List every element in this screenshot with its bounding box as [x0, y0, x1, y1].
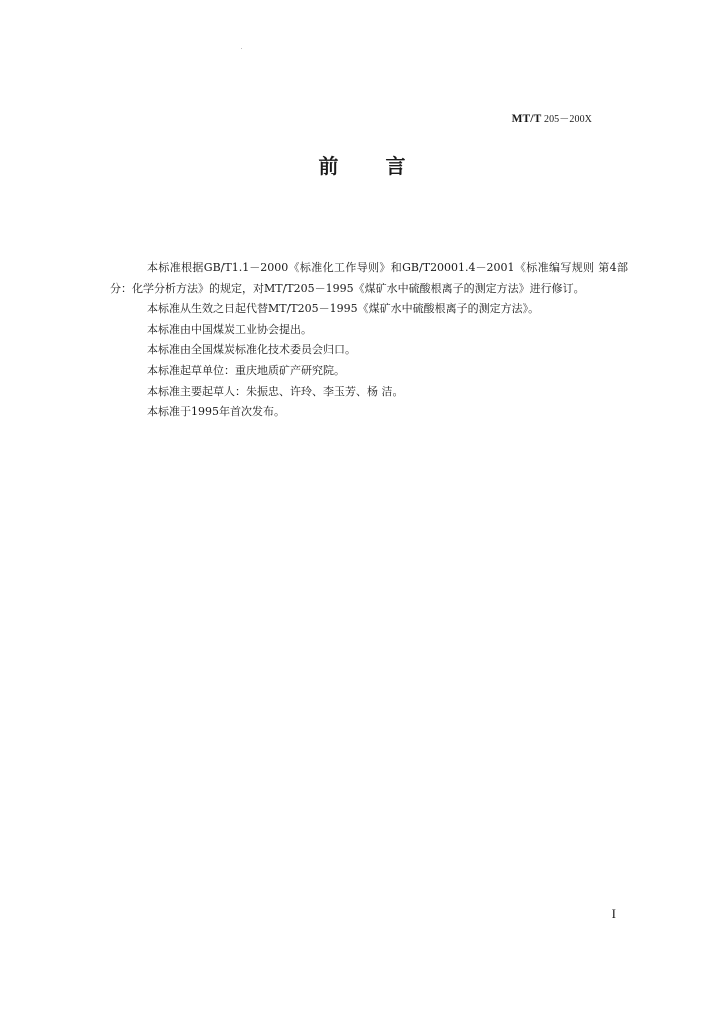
foreword-body [110, 258, 628, 423]
standard-code [512, 110, 592, 125]
scan-speck [241, 48, 242, 49]
paragraph-centralized-by: 本标准由全国煤炭标准化技术委员会归口。 [147, 343, 356, 357]
standard-code-number: 205－200X [541, 114, 592, 125]
paragraph-replaces: 本标准从生效之日起代替MT/T205－1995《煤矿水中硫酸根离子的测定方法》。 [147, 302, 540, 316]
paragraph-first-issued: 本标准于1995年首次发布。 [147, 405, 285, 419]
paragraph-proposed-by: 本标准由中国煤炭工业协会提出。 [147, 322, 312, 336]
paragraph-drafting-unit: 本标准起草单位：重庆地质矿产研究院。 [147, 363, 345, 377]
paragraph-revision-basis: 本标准根据GB/T1.1－2000《标准化工作导则》和GB/T20001.4－2001《标准编写规则 第4部分：化学分析方法》的规定，对MT/T205－1995《煤矿水中硫酸根离子的测定方法》进行修订。 [110, 261, 628, 295]
standard-code-prefix: MT/T [511, 113, 542, 125]
paragraph-drafters: 本标准主要起草人：朱振忠、许玲、李玉芳、杨 洁。 [147, 384, 404, 398]
page-title: 前 言 [318, 154, 406, 178]
page-number: I [611, 906, 616, 921]
